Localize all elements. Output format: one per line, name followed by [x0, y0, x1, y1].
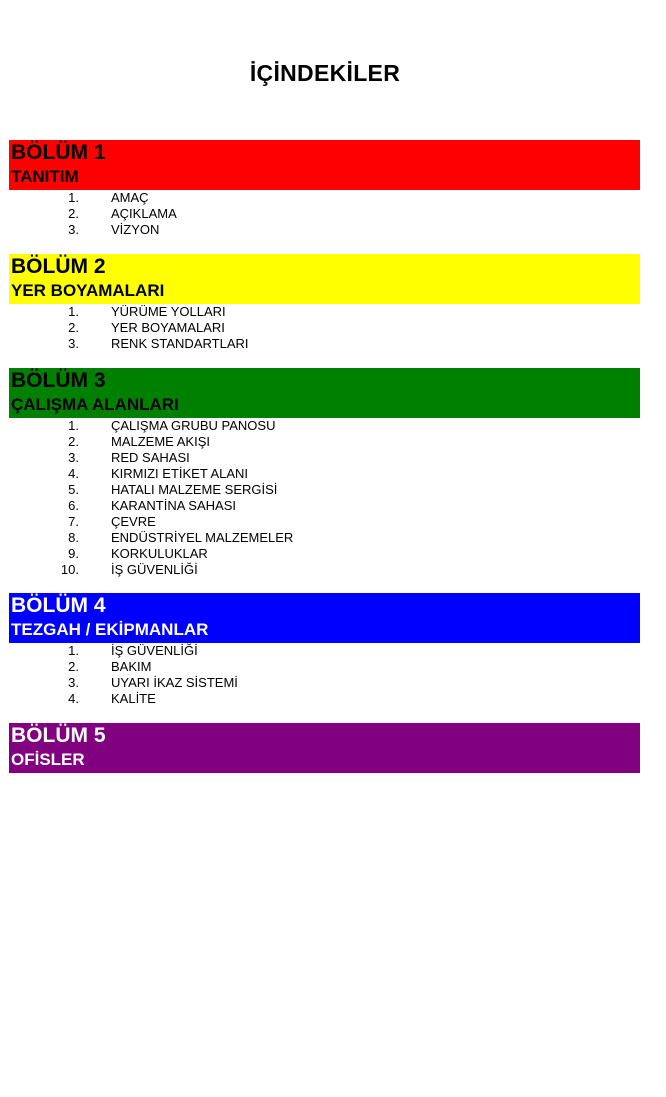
item-label: KARANTİNA SAHASI: [111, 498, 236, 513]
section-header: [9, 140, 640, 190]
item-label: HATALI MALZEME SERGİSİ: [111, 482, 278, 497]
item-number: 3.: [68, 336, 79, 351]
item-label: ÇALIŞMA GRUBU PANOSU: [111, 418, 276, 433]
list-item: [9, 336, 640, 352]
item-label: KORKULUKLAR: [111, 546, 208, 561]
item-label: AÇIKLAMA: [111, 206, 177, 221]
list-item: [9, 643, 640, 659]
list-item: [9, 222, 640, 238]
item-number: 4.: [68, 466, 79, 481]
section-5: [9, 723, 640, 773]
item-label: YER BOYAMALARI: [111, 320, 225, 335]
item-label: ENDÜSTRİYEL MALZEMELER: [111, 530, 294, 545]
item-label: ÇEVRE: [111, 514, 156, 529]
item-label: RED SAHASI: [111, 450, 190, 465]
item-number: 3.: [68, 675, 79, 690]
list-item: [9, 675, 640, 691]
section-header: [9, 368, 640, 418]
section-name: TANITIM: [11, 167, 79, 186]
list-item: [9, 304, 640, 320]
item-label: BAKIM: [111, 659, 152, 674]
section-header: [9, 254, 640, 304]
item-number: 5.: [68, 482, 79, 497]
list-item: [9, 482, 640, 498]
item-label: KIRMIZI ETİKET ALANI: [111, 466, 249, 481]
list-item: [9, 691, 640, 707]
item-number: 2.: [68, 659, 79, 674]
section-3: [9, 368, 640, 578]
list-item: [9, 546, 640, 562]
section-header: [9, 593, 640, 643]
list-item: [9, 562, 640, 578]
item-label: KALİTE: [111, 691, 156, 706]
section-2: [9, 254, 640, 352]
list-item: [9, 418, 640, 434]
list-item: [9, 466, 640, 482]
section-name: YER BOYAMALARI: [11, 281, 165, 300]
section-number: BÖLÜM 4: [11, 594, 106, 617]
item-number: 7.: [68, 514, 79, 529]
list-item: [9, 320, 640, 336]
item-number: 3.: [68, 222, 79, 237]
list-item: [9, 498, 640, 514]
list-item: [9, 434, 640, 450]
item-number: 4.: [68, 691, 79, 706]
item-list: [9, 304, 640, 352]
section-number: BÖLÜM 5: [11, 724, 106, 747]
item-label: UYARI İKAZ SİSTEMİ: [111, 675, 238, 690]
item-label: RENK STANDARTLARI: [111, 336, 249, 351]
section-number: BÖLÜM 3: [11, 369, 106, 392]
item-number: 1.: [68, 418, 79, 433]
item-number: 8.: [68, 530, 79, 545]
section-4: [9, 593, 640, 707]
item-number: 2.: [68, 434, 79, 449]
section-header: [9, 723, 640, 773]
item-number: 10.: [60, 562, 79, 577]
list-item: [9, 659, 640, 675]
item-label: AMAÇ: [111, 190, 149, 205]
item-number: 2.: [68, 320, 79, 335]
section-name: ÇALIŞMA ALANLARI: [11, 395, 179, 414]
item-label: İŞ GÜVENLİĞİ: [111, 562, 198, 577]
item-number: 2.: [68, 206, 79, 221]
item-number: 6.: [68, 498, 79, 513]
item-label: VİZYON: [111, 222, 160, 237]
item-number: 1.: [68, 643, 79, 658]
item-number: 9.: [68, 546, 79, 561]
item-label: MALZEME AKIŞI: [111, 434, 210, 449]
item-list: [9, 190, 640, 238]
item-list: [9, 418, 640, 578]
list-item: [9, 530, 640, 546]
list-item: [9, 514, 640, 530]
section-number: BÖLÜM 1: [11, 141, 106, 164]
section-name: OFİSLER: [11, 750, 85, 769]
list-item: [9, 450, 640, 466]
item-list: [9, 643, 640, 707]
list-item: [9, 206, 640, 222]
item-label: İŞ GÜVENLİĞİ: [111, 643, 198, 658]
item-label: YÜRÜME YOLLARI: [111, 304, 226, 319]
section-1: [9, 140, 640, 238]
section-number: BÖLÜM 2: [11, 255, 106, 278]
item-number: 1.: [68, 190, 79, 205]
item-number: 3.: [68, 450, 79, 465]
list-item: [9, 190, 640, 206]
page-title: İÇİNDEKİLER: [249, 60, 401, 86]
section-name: TEZGAH / EKİPMANLAR: [11, 620, 209, 639]
item-number: 1.: [68, 304, 79, 319]
